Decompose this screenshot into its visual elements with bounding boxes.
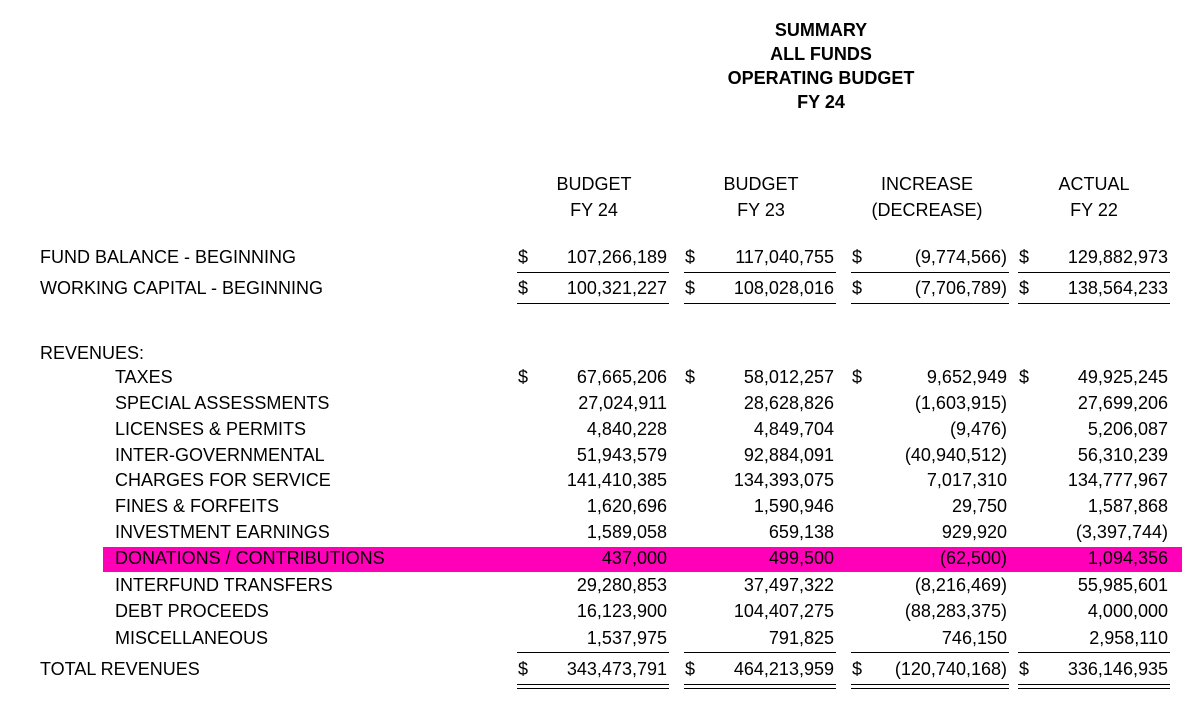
underline-rule [851,684,1009,685]
double-underline-rule [517,688,669,689]
title-line-2: ALL FUNDS [770,44,872,64]
column-header-line1: BUDGET [723,174,799,194]
cell-value: 1,537,975 [586,628,667,648]
row-label: DEBT PROCEEDS [115,601,269,621]
cell-value: 5,206,087 [1087,419,1168,439]
cell-value: 108,028,016 [733,278,834,298]
row-label: WORKING CAPITAL - BEGINNING [40,278,324,298]
row-label: INVESTMENT EARNINGS [115,522,330,542]
cell-value: 141,410,385 [566,470,667,490]
cell-value: 4,840,228 [586,419,667,439]
cell-value: (9,774,566) [914,247,1007,267]
cell-value: 51,943,579 [576,445,667,465]
cell-value: 9,652,949 [926,367,1007,387]
cell-value: 791,825 [768,628,834,648]
underline-rule [1018,272,1170,273]
currency-symbol: $ [518,659,529,679]
column-header-line1: BUDGET [556,174,632,194]
currency-symbol: $ [685,367,696,387]
column-header-line2: FY 23 [737,200,785,220]
underline-rule [851,652,1009,653]
underline-rule [684,303,836,304]
currency-symbol: $ [852,659,863,679]
currency-symbol: $ [852,247,863,267]
underline-rule [851,272,1009,273]
row-label: FINES & FORFEITS [115,496,280,516]
column-header-budget-fy23 [681,171,841,223]
underline-rule [517,272,669,273]
cell-value: 138,564,233 [1067,278,1168,298]
underline-rule [684,684,836,685]
row-label: CHARGES FOR SERVICE [115,470,331,490]
row-label: INTER-GOVERNMENTAL [115,445,325,465]
cell-value: (88,283,375) [904,601,1007,621]
currency-symbol: $ [852,367,863,387]
cell-value: 499,500 [768,548,834,568]
column-header-budget-fy24 [514,171,674,223]
currency-symbol: $ [1019,367,1030,387]
cell-value: 464,213,959 [733,659,834,679]
column-header-increase-decrease [847,171,1007,223]
cell-value: 343,473,791 [566,659,667,679]
currency-symbol: $ [685,278,696,298]
double-underline-rule [684,688,836,689]
cell-value: (8,216,469) [914,575,1007,595]
underline-rule [517,303,669,304]
underline-rule [1018,303,1170,304]
cell-value: 437,000 [601,548,667,568]
column-header-actual-fy22 [1014,171,1174,223]
cell-value: 134,777,967 [1067,470,1168,490]
row-label: MISCELLANEOUS [115,628,269,648]
row-label: FUND BALANCE - BEGINNING [40,247,297,267]
cell-value: 1,589,058 [586,522,667,542]
row-label: DONATIONS / CONTRIBUTIONS [115,548,385,568]
revenues-header: REVENUES: [40,343,145,363]
cell-value: 107,266,189 [566,247,667,267]
row-label: SPECIAL ASSESSMENTS [115,393,330,413]
row-label: LICENSES & PERMITS [115,419,307,439]
cell-value: (3,397,744) [1075,522,1168,542]
currency-symbol: $ [518,247,529,267]
cell-value: 37,497,322 [743,575,834,595]
cell-value: 92,884,091 [743,445,834,465]
underline-rule [1018,652,1170,653]
cell-value: 1,620,696 [586,496,667,516]
cell-value: 4,849,704 [753,419,834,439]
cell-value: 100,321,227 [566,278,667,298]
cell-value: (1,603,915) [914,393,1007,413]
cell-value: 1,590,946 [753,496,834,516]
underline-rule [684,652,836,653]
cell-value: 67,665,206 [576,367,667,387]
currency-symbol: $ [1019,659,1030,679]
currency-symbol: $ [685,659,696,679]
row-label: TOTAL REVENUES [40,659,200,679]
title-line-1: SUMMARY [774,20,868,40]
cell-value: 336,146,935 [1067,659,1168,679]
cell-value: 659,138 [768,522,834,542]
underline-rule [851,303,1009,304]
cell-value: 58,012,257 [743,367,834,387]
underline-rule [1018,684,1170,685]
cell-value: (7,706,789) [914,278,1007,298]
cell-value: 56,310,239 [1077,445,1168,465]
column-header-line1: INCREASE [880,174,974,194]
cell-value: 27,024,911 [578,393,667,413]
underline-rule [517,652,669,653]
cell-value: (40,940,512) [904,445,1007,465]
currency-symbol: $ [518,367,529,387]
title-line-4: FY 24 [797,92,845,112]
currency-symbol: $ [518,278,529,298]
column-header-line2: FY 22 [1070,200,1118,220]
cell-value: 129,882,973 [1067,247,1168,267]
cell-value: 49,925,245 [1077,367,1168,387]
underline-rule [517,684,669,685]
title-line-3: OPERATING BUDGET [727,68,915,88]
cell-value: 1,587,868 [1087,496,1168,516]
cell-value: 134,393,075 [733,470,834,490]
currency-symbol: $ [685,247,696,267]
cell-value: 117,040,755 [735,247,834,267]
cell-value: 27,699,206 [1077,393,1168,413]
cell-value: 29,750 [951,496,1007,516]
cell-value: (62,500) [939,548,1007,568]
cell-value: 929,920 [941,522,1007,542]
cell-value: 16,123,900 [576,601,667,621]
column-header-line1: ACTUAL [1058,174,1130,194]
cell-value: 7,017,310 [926,470,1007,490]
cell-value: 104,407,275 [733,601,834,621]
double-underline-rule [1018,688,1170,689]
cell-value: 4,000,000 [1087,601,1168,621]
column-header-line2: (DECREASE) [871,200,983,220]
cell-value: 2,958,110 [1089,628,1168,648]
column-header-line2: FY 24 [570,200,618,220]
cell-value: 55,985,601 [1077,575,1168,595]
report-title [720,18,922,114]
cell-value: 29,280,853 [576,575,667,595]
currency-symbol: $ [1019,247,1030,267]
row-label: TAXES [115,367,173,387]
currency-symbol: $ [1019,278,1030,298]
cell-value: 1,094,356 [1087,548,1168,568]
cell-value: 746,150 [941,628,1007,648]
cell-value: 28,628,826 [743,393,834,413]
currency-symbol: $ [852,278,863,298]
row-label: INTERFUND TRANSFERS [115,575,333,595]
underline-rule [684,272,836,273]
cell-value: (120,740,168) [894,659,1007,679]
double-underline-rule [851,688,1009,689]
cell-value: (9,476) [949,419,1007,439]
